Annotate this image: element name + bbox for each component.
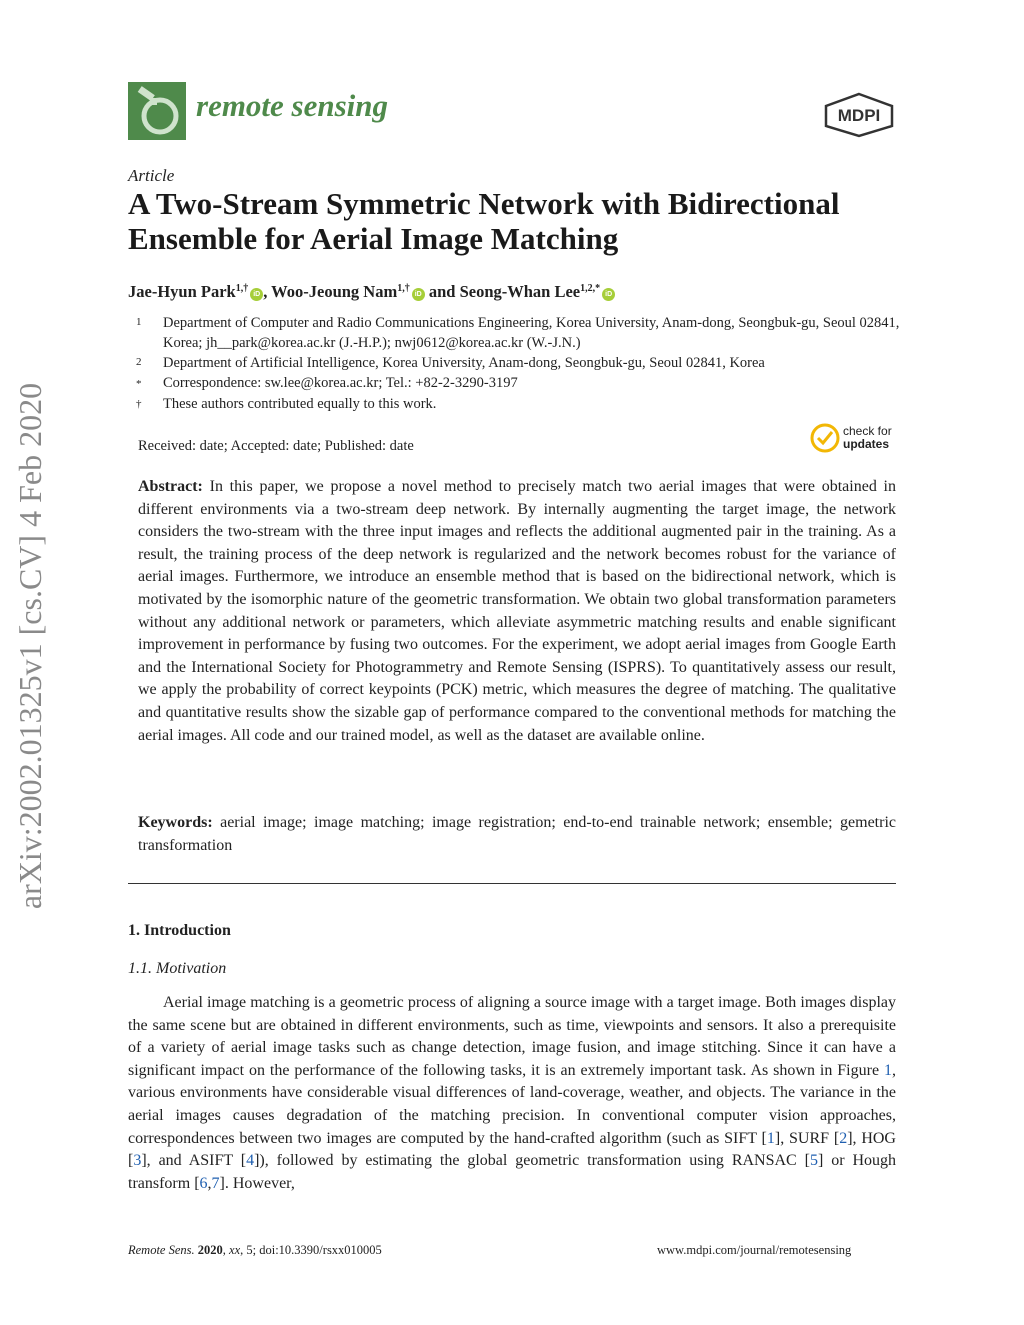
section-heading: 1. Introduction bbox=[128, 922, 231, 939]
section-divider bbox=[128, 883, 896, 884]
orcid-icon[interactable]: iD bbox=[602, 288, 615, 301]
footer-url[interactable]: www.mdpi.com/journal/remotesensing bbox=[657, 1243, 852, 1257]
citation-link[interactable]: 4 bbox=[246, 1152, 255, 1170]
check-updates-label[interactable]: check for updates bbox=[843, 424, 892, 451]
keywords-label: Keywords: bbox=[138, 814, 213, 831]
keywords-text: aerial image; image matching; image registration; end-to-end trainable network; ensemble; gemetric transformation bbox=[138, 814, 896, 854]
check-updates-icon[interactable] bbox=[810, 423, 840, 457]
keywords bbox=[138, 812, 896, 857]
article-type: Article bbox=[128, 166, 175, 185]
affiliation-mark: † bbox=[136, 398, 142, 410]
intro-paragraph: Aerial image matching is a geometric process of aligning a source image with a target image. Both images display the same scene but are obtained in different environments, such as time, viewpoints and sensors. It also a prerequisite of a variety of aerial image tasks such as change detection, image fusion, and image stitching. Since it can have a significant impact on the performance of the following tasks, it is an extremely important task. As shown in Figure 1, various environments have considerable visual differences of land-coverage, weather, and objects. The variance in the aerial images causes degradation of the matching precision. In conventional computer vision approaches, correspondences between two images are computed by the hand-crafted algorithm (such as SIFT [1], SURF [2], HOG [3], and ASIFT [4]), followed by estimating the global geometric transformation using RANSAC [5] or Hough transform [6,7]. However, bbox=[128, 994, 896, 1192]
author-name: Seong-Whan Lee bbox=[459, 282, 581, 301]
author-sup: 1,† bbox=[235, 283, 249, 294]
journal-logo-icon bbox=[128, 82, 186, 140]
mdpi-logo bbox=[824, 92, 894, 138]
author-list: Jae-Hyun Park$^{1,\dagger}$iD , Woo-Jeoung Nam$^{1,\dagger}$iD and Seong-Whan Lee$^{1,2,*}$iD bbox=[128, 282, 615, 302]
citation-link[interactable]: 7 bbox=[211, 1174, 220, 1192]
affiliation-mark: 2 bbox=[136, 356, 142, 368]
citation-link[interactable]: 5 bbox=[809, 1152, 818, 1170]
abstract-label: Abstract: bbox=[138, 478, 203, 495]
received-dates: Received: date; Accepted: date; Published: date bbox=[138, 438, 414, 454]
citation-link[interactable]: 6 bbox=[199, 1174, 208, 1192]
author-name: Jae-Hyun Park bbox=[128, 282, 236, 301]
footer-citation: Remote Sens. 2020, xx, 5; doi:10.3390/rsxx010005 bbox=[128, 1243, 382, 1257]
correspondence-text: Correspondence: sw.lee@korea.ac.kr; Tel.: +82-2-3290-3197 bbox=[163, 375, 518, 391]
svg-text:MDPI: MDPI bbox=[837, 106, 881, 125]
journal-name: remote sensing bbox=[196, 88, 389, 123]
orcid-icon[interactable]: iD bbox=[250, 288, 263, 301]
abstract-text: In this paper, we propose a novel method to precisely match two aerial images that were obtained in different environments via a two-stream deep network. By internally augmenting the target image, the network considers the two-stream with the three input images and reflects the additional augmented pair in the training. As a result, the training process of the deep network is regularized and the network becomes robust for the variance of aerial images. Furthermore, we introduce an ensemble method that is based on the bidirectional network, which is motivated by the isomorphic nature of the geometric transformation. We obtain two global transformation parameters without any additional network or parameters, which alleviate asymmetric matching results and enable significant improvement in performance by fusing two outcomes. For the experiment, we adopt aerial images from Google Earth and the International Society for Photogrammetry and Remote Sensing (ISPRS). To quantitatively assess our result, we apply the probability of correct keypoints (PCK) metric, which measures the degree of matching. The qualitative and quantitative results show the sizable gap of performance compared to the conventional methods for matching the aerial images. All code and our trained model, as well as the dataset are available online. bbox=[138, 478, 896, 744]
figure-ref-link[interactable]: 1 bbox=[884, 1061, 892, 1079]
affiliation-text: Department of Artificial Intelligence, Korea University, Anam-dong, Seongbuk-gu, Seoul 02841, Korea bbox=[163, 355, 765, 371]
author-sup: 1,2,* bbox=[580, 283, 601, 294]
abstract bbox=[138, 476, 896, 747]
author-name: Woo-Jeoung Nam bbox=[271, 282, 398, 301]
citation-link[interactable]: 2 bbox=[839, 1129, 848, 1147]
equal-contribution-note: These authors contributed equally to this work. bbox=[163, 396, 437, 412]
citation-link[interactable]: 1 bbox=[766, 1129, 775, 1147]
arxiv-stamp: arXiv:2002.01325v1 [cs.CV] 4 Feb 2020 bbox=[12, 382, 48, 910]
affiliation-mark: * bbox=[136, 378, 142, 390]
affiliation-text: Department of Computer and Radio Communications Engineering, Korea University, Anam-dong, Seongbuk-gu, Seoul 02841, Korea; jh__park@korea.ac.kr (J.-H.P.); nwj0612@korea.ac.kr (W.-J.N.) bbox=[163, 315, 900, 351]
affiliation-mark: 1 bbox=[136, 316, 142, 328]
citation-link[interactable]: 3 bbox=[133, 1152, 142, 1170]
subsection-heading: 1.1. Motivation bbox=[128, 960, 227, 977]
orcid-icon[interactable]: iD bbox=[412, 288, 425, 301]
author-sup: 1,† bbox=[397, 283, 410, 294]
paper-title: A Two-Stream Symmetric Network with Bidirectional Ensemble for Aerial Image Matching bbox=[128, 186, 840, 256]
